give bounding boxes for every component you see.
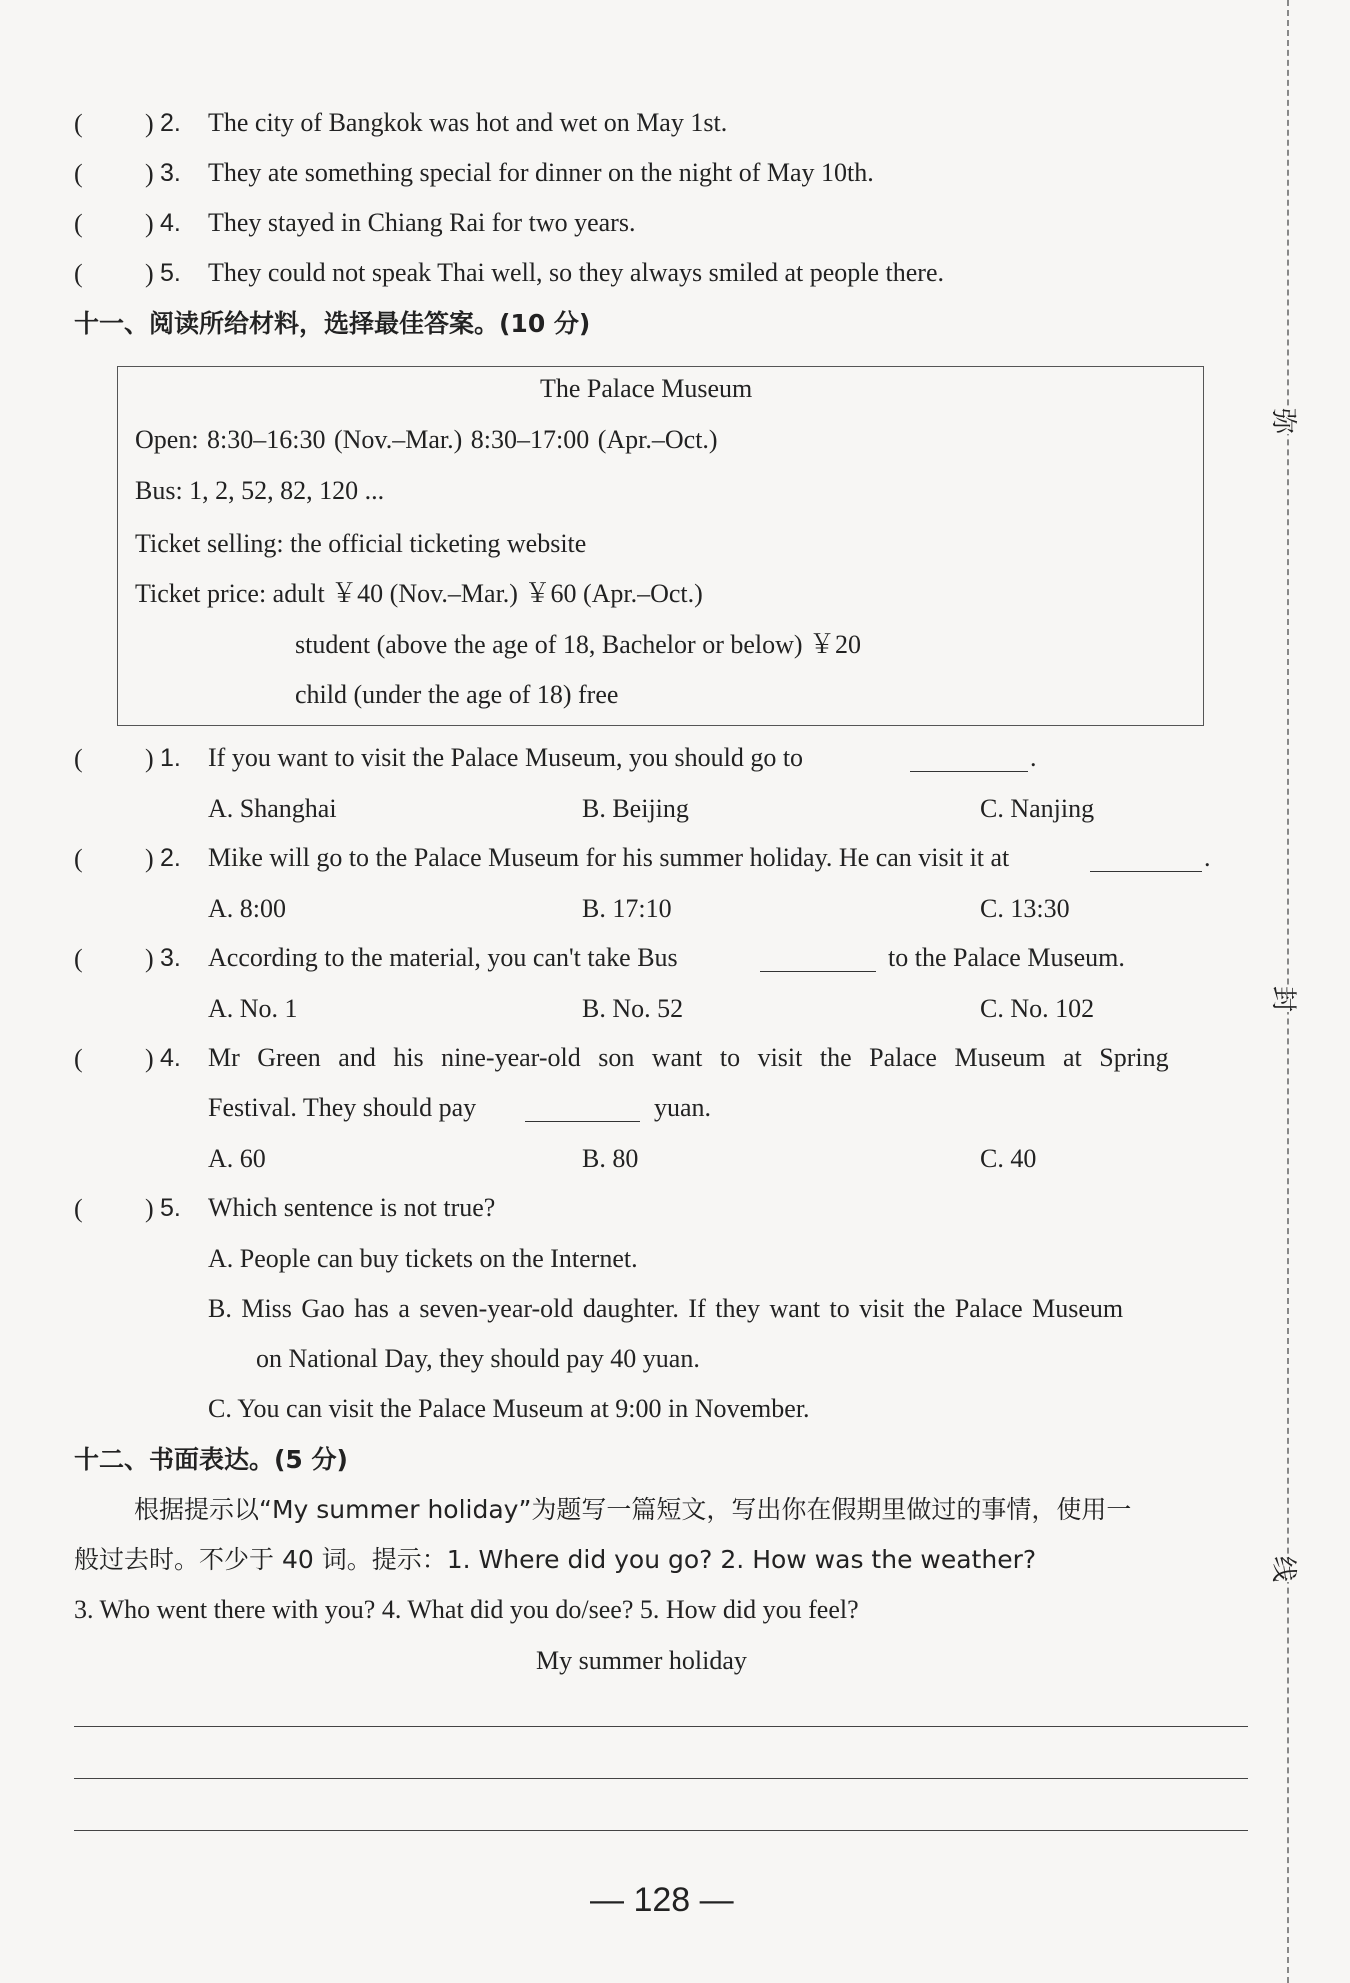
- writing-line[interactable]: [74, 1830, 1248, 1831]
- writing-line[interactable]: [74, 1726, 1248, 1727]
- material-child-price: child (under the age of 18) free: [295, 680, 619, 709]
- answer-paren-open[interactable]: (: [74, 109, 83, 138]
- question-text: Mike will go to the Palace Museum for his summer holiday. He can visit it at: [208, 843, 1010, 872]
- question-text-end: .: [1204, 843, 1211, 872]
- answer-paren-close: ): [145, 109, 154, 138]
- answer-blank[interactable]: [910, 770, 1028, 772]
- answer-paren-open[interactable]: (: [74, 259, 83, 288]
- item-number: 2.: [160, 109, 181, 137]
- option-a[interactable]: A. 8:00: [208, 894, 286, 923]
- question-number: 1.: [160, 744, 181, 772]
- item-text: They stayed in Chiang Rai for two years.: [208, 208, 636, 237]
- question-number: 2.: [160, 844, 181, 872]
- writing-instruction-line3: 3. Who went there with you? 4. What did you do/see? 5. How did you feel?: [74, 1595, 859, 1624]
- option-a[interactable]: A. 60: [208, 1144, 266, 1173]
- page-number: — 128 —: [590, 1881, 734, 1919]
- answer-paren-close: ): [145, 209, 154, 238]
- margin-char-mi: 弥: [1268, 407, 1299, 435]
- option-c[interactable]: C. Nanjing: [980, 794, 1095, 823]
- writing-instruction-line1: 根据提示以“My summer holiday”为题写一篇短文，写出你在假期里做过的事情，使用一: [134, 1495, 1132, 1524]
- option-b-continued: on National Day, they should pay 40 yuan.: [256, 1344, 700, 1373]
- question-text: If you want to visit the Palace Museum, you should go to: [208, 743, 804, 772]
- answer-paren-close: ): [145, 1044, 154, 1073]
- writing-instruction-line2: 般过去时。不少于 40 词。提示：1. Where did you go? 2. How was the weather?: [74, 1545, 1037, 1574]
- option-a[interactable]: A. Shanghai: [208, 794, 337, 823]
- item-number: 4.: [160, 209, 181, 237]
- answer-paren-close: ): [145, 159, 154, 188]
- answer-paren-close: ): [145, 1194, 154, 1223]
- option-b[interactable]: B. 17:10: [582, 894, 672, 923]
- question-text-end: .: [1030, 743, 1037, 772]
- item-number: 5.: [160, 259, 181, 287]
- answer-paren-open[interactable]: (: [74, 844, 83, 873]
- question-text: According to the material, you can't take Bus: [208, 943, 678, 972]
- essay-title: My summer holiday: [536, 1646, 747, 1675]
- question-text-line2: Festival. They should pay: [208, 1093, 477, 1122]
- question-text: Which sentence is not true?: [208, 1193, 496, 1222]
- material-bus: Bus: 1, 2, 52, 82, 120 ...: [135, 476, 385, 505]
- option-b[interactable]: B. Miss Gao has a seven-year-old daughter. If they want to visit the Palace Museum: [208, 1294, 1124, 1323]
- section12-heading: 十二、书面表达。(5 分): [74, 1445, 348, 1474]
- material-title: The Palace Museum: [540, 374, 753, 403]
- option-b[interactable]: B. Beijing: [582, 794, 689, 823]
- item-number: 3.: [160, 159, 181, 187]
- material-ticket-price: Ticket price: adult ￥40 (Nov.–Mar.) ￥60 (Apr.–Oct.): [135, 579, 703, 608]
- answer-paren-close: ): [145, 259, 154, 288]
- answer-paren-close: ): [145, 944, 154, 973]
- answer-paren-open[interactable]: (: [74, 944, 83, 973]
- margin-char-xian: 线: [1268, 1555, 1299, 1583]
- answer-paren-open[interactable]: (: [74, 744, 83, 773]
- answer-paren-open[interactable]: (: [74, 209, 83, 238]
- option-c[interactable]: C. 13:30: [980, 894, 1070, 923]
- item-text: They ate something special for dinner on the night of May 10th.: [208, 158, 874, 187]
- answer-paren-open[interactable]: (: [74, 1044, 83, 1073]
- writing-line[interactable]: [74, 1778, 1248, 1779]
- question-number: 3.: [160, 944, 181, 972]
- margin-char-feng: 封: [1268, 985, 1299, 1013]
- option-c[interactable]: C. 40: [980, 1144, 1037, 1173]
- option-a[interactable]: A. No. 1: [208, 994, 298, 1023]
- material-open-hours: Open: 8:30–16:30 (Nov.–Mar.) 8:30–17:00 (Apr.–Oct.): [135, 425, 718, 454]
- option-b[interactable]: B. 80: [582, 1144, 639, 1173]
- option-c[interactable]: C. You can visit the Palace Museum at 9:00 in November.: [208, 1394, 810, 1423]
- answer-blank[interactable]: [1090, 870, 1202, 872]
- question-text-end: yuan.: [654, 1093, 712, 1122]
- question-text-end: to the Palace Museum.: [888, 943, 1125, 972]
- material-ticket-selling: Ticket selling: the official ticketing website: [135, 529, 587, 558]
- answer-paren-close: ): [145, 844, 154, 873]
- question-text-line1: Mr Green and his nine-year-old son want to visit the Palace Museum at Spring: [208, 1043, 1169, 1072]
- item-text: The city of Bangkok was hot and wet on May 1st.: [208, 108, 728, 137]
- answer-paren-close: ): [145, 744, 154, 773]
- answer-blank[interactable]: [760, 970, 876, 972]
- answer-paren-open[interactable]: (: [74, 159, 83, 188]
- item-text: They could not speak Thai well, so they always smiled at people there.: [208, 258, 944, 287]
- question-number: 4.: [160, 1044, 181, 1072]
- answer-blank[interactable]: [525, 1120, 640, 1122]
- option-c[interactable]: C. No. 102: [980, 994, 1095, 1023]
- section11-heading: 十一、阅读所给材料，选择最佳答案。(10 分): [74, 309, 591, 338]
- question-number: 5.: [160, 1194, 181, 1222]
- option-a[interactable]: A. People can buy tickets on the Internet.: [208, 1244, 638, 1273]
- answer-paren-open[interactable]: (: [74, 1194, 83, 1223]
- material-student-price: student (above the age of 18, Bachelor or below) ￥20: [295, 630, 862, 659]
- option-b[interactable]: B. No. 52: [582, 994, 684, 1023]
